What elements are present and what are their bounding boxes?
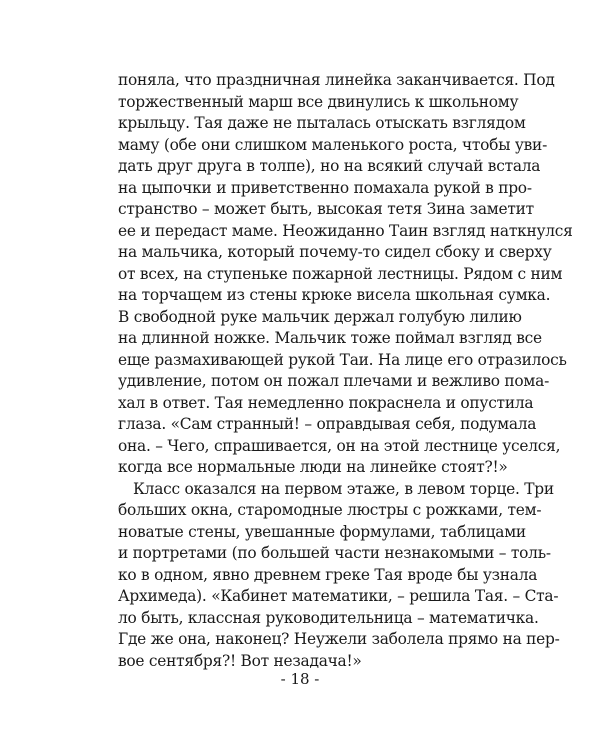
- text-line: глаза. «Сам странный! – оправдывая себя, подумала: [118, 415, 537, 433]
- text-line: Где же она, наконец? Неужели заболела прямо на пер-: [118, 630, 560, 648]
- paragraph-2: [118, 479, 560, 673]
- text-line: на цыпочки и приветственно помахала рукой в про-: [118, 178, 532, 197]
- text-line: новатые стены, увешанные формулами, таблицами: [118, 522, 526, 541]
- text-line: Архимеда). «Кабинет математики, – решила Тая. – Ста-: [118, 587, 559, 605]
- text-line: на длинной ножке. Мальчик тоже поймал взгляд все: [118, 329, 542, 347]
- text-line: дать друг друга в толпе), но на всякий случай встала: [118, 157, 541, 175]
- text-line: на торчащем из стены крюке висела школьная сумка.: [118, 286, 551, 304]
- text-line: она. – Чего, спрашивается, он на этой лестнице уселся,: [118, 436, 561, 455]
- text-line: вое сентября?! Вот незадача!»: [118, 651, 362, 670]
- text-line: поняла, что праздничная линейка заканчивается. Под: [118, 71, 555, 89]
- text-line: удивление, потом он пожал плечами и вежливо пома-: [118, 372, 550, 390]
- text-line: В свободной руке мальчик держал голубую лилию: [118, 307, 522, 326]
- text-line: от всех, на ступеньке пожарной лестницы. Рядом с ним: [118, 264, 563, 283]
- text-line: на мальчика, который почему-то сидел сбоку и сверху: [118, 243, 552, 261]
- text-line: ло быть, классная руководительница – математичка.: [118, 608, 539, 627]
- text-line: еще размахивающей рукой Таи. На лице его отразилось: [118, 350, 567, 369]
- text-line: Класс оказался на первом этаже, в левом торце. Три: [133, 479, 554, 498]
- page-number: - 18 -: [280, 670, 320, 688]
- text-line: больших окна, старомодные люстры с рожками, тем-: [118, 501, 542, 519]
- paragraph-1: [118, 70, 573, 479]
- text-line: крыльцу. Тая даже не пыталась отыскать взглядом: [118, 114, 526, 132]
- text-line: маму (обе они слишком маленького роста, чтобы уви-: [118, 135, 548, 154]
- text-line: когда все нормальные люди на линейке стоят?!»: [118, 458, 508, 476]
- text-line: хал в ответ. Тая немедленно покраснела и опустила: [118, 393, 534, 412]
- text-line: ее и передаст маме. Неожиданно Таин взгляд наткнулся: [118, 221, 573, 240]
- text-line: ко в одном, явно древнем греке Тая вроде бы узнала: [118, 565, 538, 584]
- body-text: [118, 70, 573, 672]
- text-line: и портретами (по большей части незнакомыми – толь-: [118, 544, 551, 562]
- text-line: торжественный марш все двинулись к школьному: [118, 92, 519, 111]
- text-line: странство – может быть, высокая тетя Зина заметит: [118, 200, 534, 218]
